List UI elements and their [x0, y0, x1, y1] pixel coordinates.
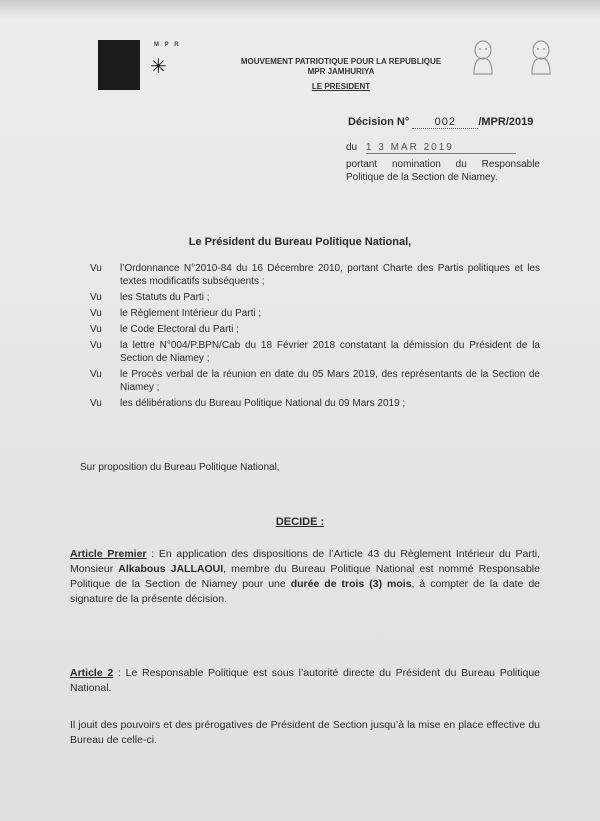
consideration-text: la lettre N°004/P.BPN/Cab du 18 Février 2018 constatant la démission du Président de la Section de Niamey ; [120, 340, 540, 364]
vu-label: Vu [90, 340, 102, 351]
vu-label: Vu [90, 369, 102, 380]
logo-letters: M P R [154, 42, 181, 48]
decide-heading: DECIDE : [275, 516, 325, 528]
vu-label: Vu [90, 263, 102, 274]
organization-short-name: MPR JAMHURIYA [307, 67, 375, 76]
appointment-duration: durée de trois (3) mois [290, 578, 412, 590]
article-2-label: Article 2 [70, 667, 114, 679]
vu-label: Vu [90, 292, 102, 303]
vu-label: Vu [90, 398, 102, 409]
office-title: LE PRESIDENT [311, 82, 371, 91]
subject-text: portant nomination du Responsable Politique de la Section de Niamey. [346, 159, 540, 183]
article-1-text-c: , à compter de la date de signature de la présente décision. [70, 578, 541, 605]
consideration-item [90, 323, 540, 336]
consideration-item [90, 339, 540, 365]
document-title: Le Président du Bureau Politique National, [188, 236, 412, 248]
consideration-item [90, 291, 540, 304]
article-2-text: : Le Responsable Politique est sous l’autorité directe du Président du Bureau Politique National. [70, 667, 540, 694]
decision-number-value: 002 [412, 116, 478, 129]
date-label: du [346, 142, 358, 153]
organization-name: MOUVEMENT PATRIOTIQUE POUR LA REPUBLIQUE [240, 57, 442, 66]
consideration-text: l’Ordonnance N°2010-84 du 16 Décembre 2010, portant Charte des Partis politiques et les textes modificatifs subséquents ; [120, 263, 540, 287]
logo-block [98, 40, 140, 90]
emblem-icon [470, 40, 496, 76]
article-1 [70, 547, 540, 607]
date-stamp: 1 3 MAR 2019 [366, 142, 516, 154]
consideration-item [90, 307, 540, 320]
article-1-text-a: : En application des dispositions de l’Article 43 du Règlement Intérieur du Parti, Monsieur [70, 548, 540, 575]
article-2 [70, 666, 540, 696]
vu-label: Vu [90, 324, 102, 335]
proposal-line: Sur proposition du Bureau Politique National, [80, 462, 280, 473]
consideration-item [90, 368, 540, 394]
decision-date [346, 142, 516, 154]
scan-shadow [0, 0, 600, 18]
letterhead [206, 57, 476, 92]
decision-suffix: /MPR/2019 [478, 116, 534, 128]
article-1-label: Article Premier [70, 548, 147, 560]
emblem-icon [528, 40, 554, 76]
party-logo [98, 38, 196, 90]
decision-subject [346, 158, 540, 184]
decision-label: Décision N° [348, 116, 410, 128]
consideration-item [90, 397, 540, 410]
consideration-text: le Procès verbal de la réunion en date du 05 Mars 2019, des représentants de la Section de Niamey ; [120, 369, 540, 393]
article-2-paragraph: Il jouit des pouvoirs et des prérogatives de Président de Section jusqu’à la mise en place effective du Bureau de celle-ci. [70, 719, 540, 746]
considerations-list [90, 262, 540, 413]
consideration-text: le Code Electoral du Parti ; [120, 324, 239, 335]
decision-number [348, 116, 533, 129]
consideration-text: les délibérations du Bureau Politique National du 09 Mars 2019 ; [120, 398, 406, 409]
article-1-text-b: , membre du Bureau Politique National est nommé Responsable Politique de la Section de Niamey pour une [70, 563, 540, 590]
star-icon: ✳ [150, 56, 167, 78]
consideration-item [90, 262, 540, 288]
appointee-name: Alkabous JALLAOUI [118, 563, 224, 575]
consideration-text: le Règlement Intérieur du Parti ; [120, 308, 262, 319]
vu-label: Vu [90, 308, 102, 319]
consideration-text: les Statuts du Parti ; [120, 292, 210, 303]
